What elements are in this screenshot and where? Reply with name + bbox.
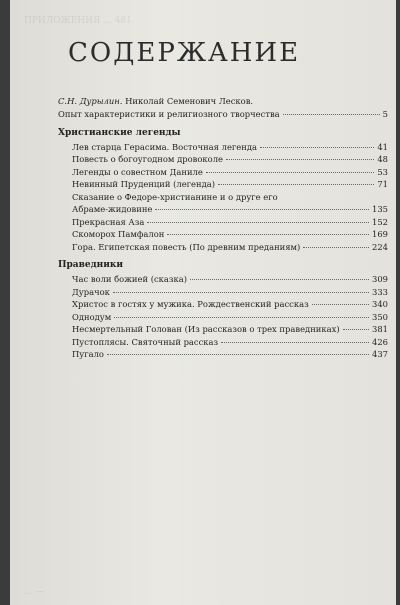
entry-title: Несмертельный Голован (Из рассказов о трех праведниках) <box>72 324 340 334</box>
page-number: 381 <box>372 324 388 334</box>
toc-entry <box>58 216 388 229</box>
page-number: 53 <box>377 166 388 177</box>
toc-entry <box>58 348 388 361</box>
page-title: СОДЕРЖАНИЕ <box>68 38 301 68</box>
entry-title: Невинный Пруденций (легенда) <box>72 179 216 189</box>
toc-entry <box>58 178 388 191</box>
section-heading: Христианские легенды <box>58 127 181 138</box>
dot-leader <box>221 342 369 343</box>
toc-entry <box>58 273 388 286</box>
entry-title: Легенды о совестном Даниле <box>72 166 203 177</box>
toc-entry <box>58 323 388 336</box>
page-number: 5 <box>382 109 388 119</box>
dot-leader <box>343 329 369 330</box>
page-number: 41 <box>377 141 388 152</box>
toc-entry <box>58 153 388 166</box>
toc-entry <box>58 228 388 241</box>
entry-title: Христос в гостях у мужика. Рождественский рассказ <box>72 299 309 309</box>
intro-title-line2: Опыт характеристики и религиозного творчества <box>58 109 280 119</box>
intro-author: С.Н. Дурылин. <box>58 96 123 106</box>
toc-entry <box>58 336 388 349</box>
entry-title: Пустоплясы. Святочный рассказ <box>72 336 219 347</box>
bleed-through-text-top: ПРИЛОЖЕНИЯ ... 481 <box>24 16 132 26</box>
page-number: 350 <box>372 311 388 322</box>
toc-entry <box>58 166 388 179</box>
entry-title: Лев старца Герасима. Восточная легенда <box>72 141 257 152</box>
entry-title: Скоморох Памфалон <box>72 229 165 239</box>
entry-title: Абраме-жидовине <box>72 204 153 214</box>
dot-leader <box>147 222 369 223</box>
bleed-through-text-bottom: ... — <box>24 587 45 597</box>
page-number: 333 <box>372 286 388 297</box>
page-number: 169 <box>372 229 388 239</box>
section-heading: Праведники <box>58 260 124 270</box>
dot-leader <box>312 304 369 305</box>
entry-title: Пугало <box>72 349 104 359</box>
toc-entry <box>58 141 388 154</box>
page-number: 224 <box>372 241 388 252</box>
intro-entry-line2 <box>58 108 388 121</box>
page-number: 437 <box>372 349 388 359</box>
page-number: 48 <box>377 154 388 164</box>
page-number: 426 <box>372 336 388 347</box>
page-number: 340 <box>372 299 388 309</box>
page-number: 152 <box>372 216 388 227</box>
page-number: 71 <box>377 179 388 189</box>
dot-leader <box>155 209 369 210</box>
toc-entry <box>58 286 388 299</box>
dot-leader <box>114 317 369 318</box>
entry-title: Гора. Египетская повесть (По древним преданиям) <box>72 241 301 252</box>
dot-leader <box>190 279 369 280</box>
dot-leader <box>107 354 369 355</box>
dot-leader <box>303 247 369 248</box>
dot-leader <box>206 172 374 173</box>
page-number: 135 <box>372 204 388 214</box>
dot-leader <box>218 184 374 185</box>
dot-leader <box>226 159 374 160</box>
entry-title-line1: Сказание о Федоре-христианине и о друге его <box>72 191 278 202</box>
entry-title: Однодум <box>72 311 112 322</box>
entry-title: Прекрасная Аза <box>72 216 145 227</box>
dot-leader <box>167 234 369 235</box>
intro-entry <box>58 96 388 107</box>
toc-entry <box>58 241 388 254</box>
dot-leader <box>260 147 374 148</box>
page-number: 309 <box>372 274 388 284</box>
dot-leader <box>283 114 380 115</box>
toc-entry <box>58 298 388 311</box>
table-of-contents <box>58 96 388 361</box>
book-page <box>10 0 396 605</box>
entry-title: Повесть о богоугодном дровоколе <box>72 154 223 164</box>
entry-title: Дурачок <box>72 286 110 297</box>
toc-entry <box>58 203 388 216</box>
intro-title-line1: Николай Семенович Лесков. <box>125 96 254 106</box>
toc-entry <box>58 311 388 324</box>
entry-title: Час воли божией (сказка) <box>72 274 187 284</box>
dot-leader <box>113 292 369 293</box>
